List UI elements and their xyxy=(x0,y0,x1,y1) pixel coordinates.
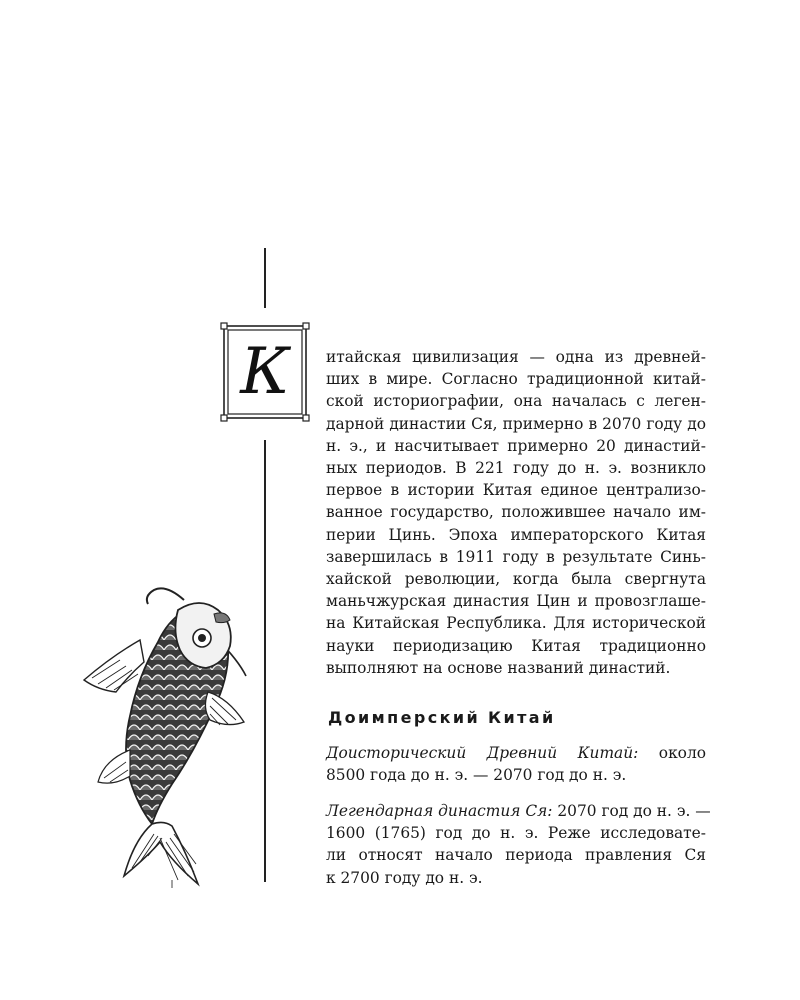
vertical-rule-top xyxy=(264,248,266,308)
entry-text: 2070 год до н. э. — xyxy=(552,802,711,820)
paragraph-line: на Китайская Республика. Для исторической xyxy=(326,614,706,633)
paragraph-line: итайская цивилизация — одна из древней- xyxy=(326,348,706,366)
paragraph-line: выполняют на основе названий династий. xyxy=(326,658,671,677)
paragraph-line: ванное государство, положившее начало им- xyxy=(326,503,706,522)
koi-fish-icon xyxy=(68,580,258,890)
period-entry xyxy=(326,742,706,786)
entry-line: 1600 (1765) год до н. э. Реже исследовате- xyxy=(326,824,706,843)
paragraph-line: перии Цинь. Эпоха императорского Китая xyxy=(326,525,706,544)
entry-line: ли относят начало периода правления Ся xyxy=(326,846,706,865)
drop-cap xyxy=(220,322,310,422)
entry-first-line xyxy=(326,742,706,764)
entry-term: Доисторический Древний Китай: xyxy=(326,744,639,762)
period-entry xyxy=(326,800,711,889)
paragraph-line: ших в мире. Согласно традиционной китай- xyxy=(326,370,706,389)
entry-first-line xyxy=(326,800,711,822)
paragraph-line: завершилась в 1911 году в результате Синь- xyxy=(326,547,706,566)
paragraph-line: маньчжурская династия Цин и провозглаше- xyxy=(326,592,706,611)
entry-line: к 2700 году до н. э. xyxy=(326,868,483,887)
entry-line: 8500 года до н. э. — 2070 год до н. э. xyxy=(326,766,627,785)
paragraph-line: хайской революции, когда была свергнута xyxy=(326,570,706,589)
section-heading: Доимперский Китай xyxy=(328,708,556,727)
entry-term: Легендарная династия Ся: xyxy=(326,802,553,820)
paragraph-line: дарной династии Ся, примерно в 2070 году до xyxy=(326,414,706,433)
paragraph-line: науки периодизацию Китая традиционно xyxy=(326,636,706,655)
drop-cap-letter: К xyxy=(240,335,290,409)
paragraph-line: первое в истории Китая единое централизо- xyxy=(326,481,706,500)
paragraph-line: н. э., и насчитывает примерно 20 династий- xyxy=(326,436,706,455)
vertical-rule-bottom xyxy=(264,440,266,882)
entry-text: около xyxy=(638,744,706,762)
paragraph-line: ных периодов. В 221 году до н. э. возникло xyxy=(326,459,706,478)
paragraph-line: ской историографии, она началась с леген- xyxy=(326,392,706,411)
intro-paragraph xyxy=(326,346,706,679)
